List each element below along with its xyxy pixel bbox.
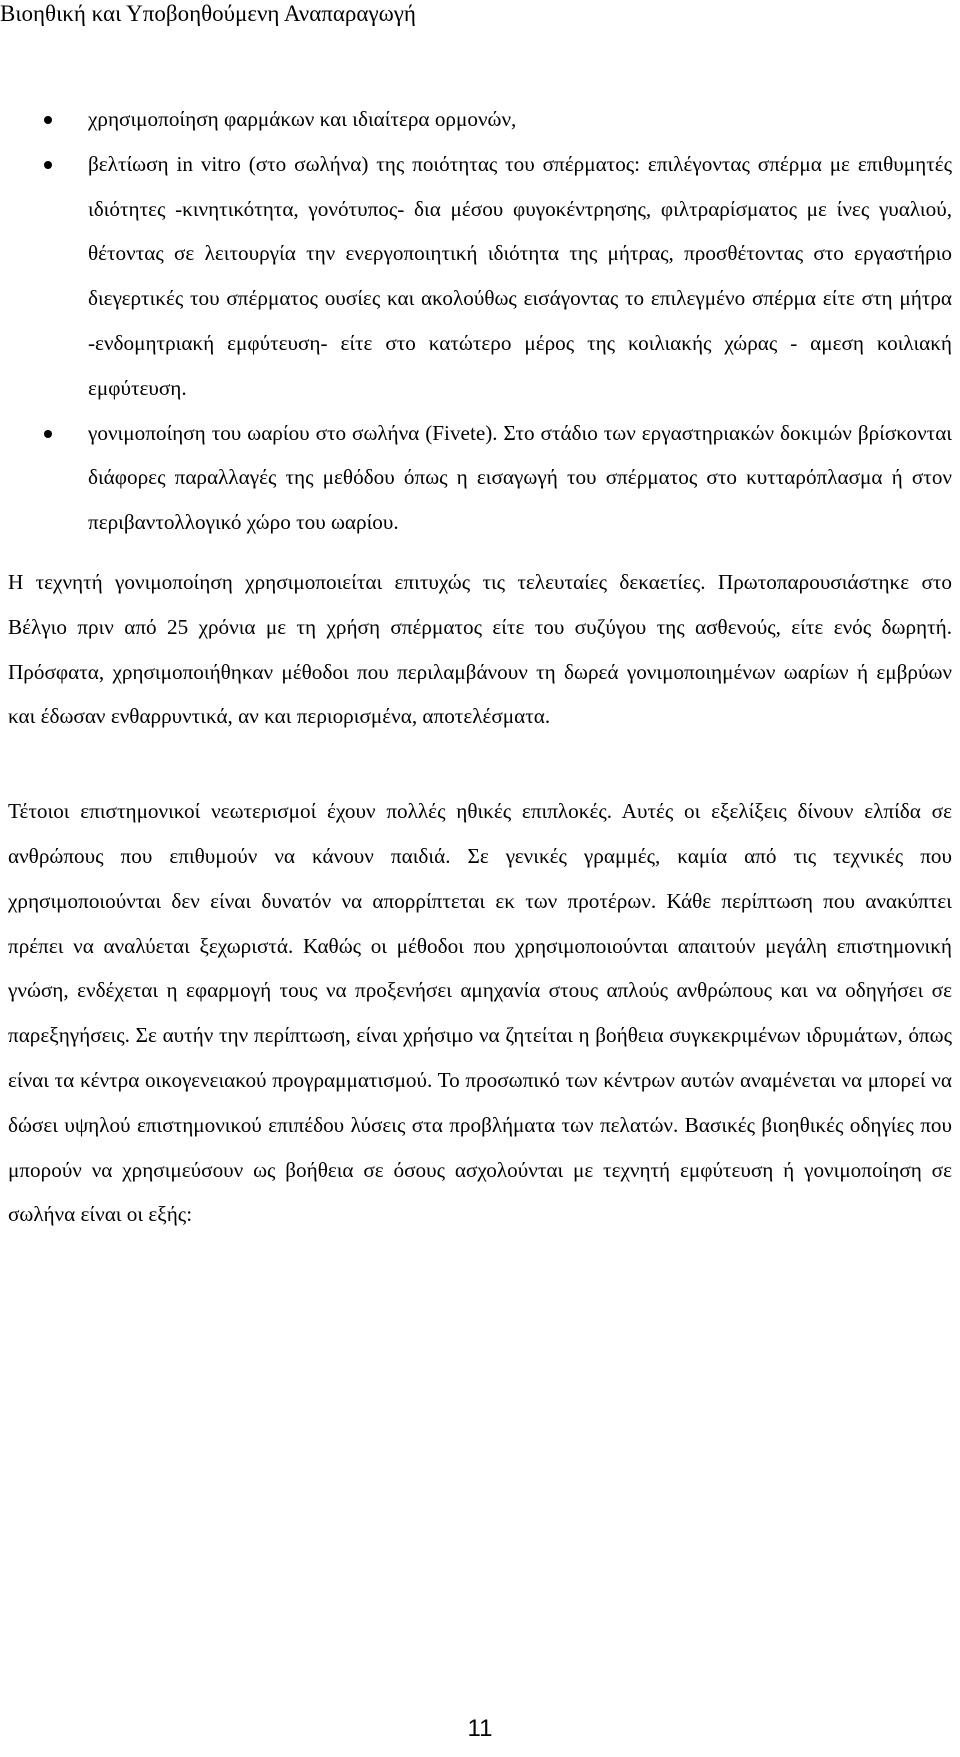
document-title: Βιοηθική και Υποβοηθούμενη Αναπαραγωγή [0,1,416,26]
page-body [8,97,952,1237]
body-paragraph: Η τεχνητή γονιμοποίηση χρησιμοποιείται επιτυχώς τις τελευταίες δεκαετίες. Πρωτοπαρουσιάστηκε στο Βέλγιο πριν από 25 χρόνια με τη χρήση σπέρματος είτε του συζύγου της ασθενούς, είτε ενός δωρητή. Πρόσφατα, χρησιμοποιήθηκαν μέθοδοι που περιλαμβάνουν τη δωρεά γονιμοποιημένων ωαρίων ή εμβρύων και έδωσαν ενθαρρυντικά, αν και περιορισμένα, αποτελέσματα. [8,569,952,729]
list-item [8,411,952,545]
page-number: 11 [467,1715,493,1742]
method-list [8,97,952,545]
list-item [8,97,952,142]
list-item-text: γονιμοποίηση του ωαρίου στο σωλήνα (Fivete). Στο στάδιο των εργαστηριακών δοκιμών βρίσκονται διάφορες παραλλαγές της μεθόδου όπως η εισαγωγή του σπέρματος στο κυτταρόπλασμα ή στον περιβαντολλογικό χώρο του ωαρίου. [88,420,952,535]
bullet-icon [44,116,52,124]
list-item-text: χρησιμοποίηση φαρμάκων και ιδιαίτερα ορμονών, [88,107,517,131]
bullet-icon [44,430,52,438]
list-item-text: βελτίωση in vitro (στο σωλήνα) της ποιότητας του σπέρματος: επιλέγοντας σπέρμα με επιθυμητές ιδιότητες -κινητικότητα, γονότυπος- δια μέσου φυγοκέντρησης, φιλτραρίσματος με ίνες γυαλιού, θέτοντας σε λειτουργία την ενεργοποιητική ιδιότητα της μήτρας, προσθέτοντας στο εργαστήριο διεγερτικές του σπέρματος ουσίες και ακολούθως εισάγοντας το επιλεγμένο σπέρμα είτε στη μήτρα -ενδομητριακή εμφύτευση- είτε στο κατώτερο μέρος της κοιλιακής χώρας - αμεση κοιλιακή εμφύτευση. [88,151,952,400]
list-item [8,142,952,411]
body-paragraph: Τέτοιοι επιστημονικοί νεωτερισμοί έχουν πολλές ηθικές επιπλοκές. Αυτές οι εξελίξεις δίνουν ελπίδα σε ανθρώπους που επιθυμούν να κάνουν παιδιά. Σε γενικές γραμμές, καμία από τις τεχνικές που χρησιμοποιούνται δεν είναι δυνατόν να απορρίπτεται εκ των προτέρων. Κάθε περίπτωση που ανακύπτει πρέπει να αναλύεται ξεχωριστά. Καθώς οι μέθοδοι που χρησιμοποιούνται απαιτούν μεγάλη επιστημονική γνώση, ενδέχεται η εφαρμογή τους να προξενήσει αμηχανία στους απλούς ανθρώπους και να οδηγήσει σε παρεξηγήσεις. Σε αυτήν την περίπτωση, είναι χρήσιμο να ζητείται η βοήθεια συγκεκριμένων ιδρυμάτων, όπως είναι τα κέντρα οικογενειακού προγραμματισμού. Το προσωπικό των κέντρων αυτών αναμένεται να μπορεί να δώσει υψηλού επιστημονικού επιπέδου λύσεις στα προβλήματα των πελατών. Βασικές βιοηθικές οδηγίες που μπορούν να χρησιμεύσουν ως βοήθεια σε όσους ασχολούνται με τεχνητή εμφύτευση ή γονιμοποίηση σε σωλήνα είναι οι εξής: [8,799,952,1227]
running-header [0,0,416,28]
bullet-icon [44,161,52,169]
